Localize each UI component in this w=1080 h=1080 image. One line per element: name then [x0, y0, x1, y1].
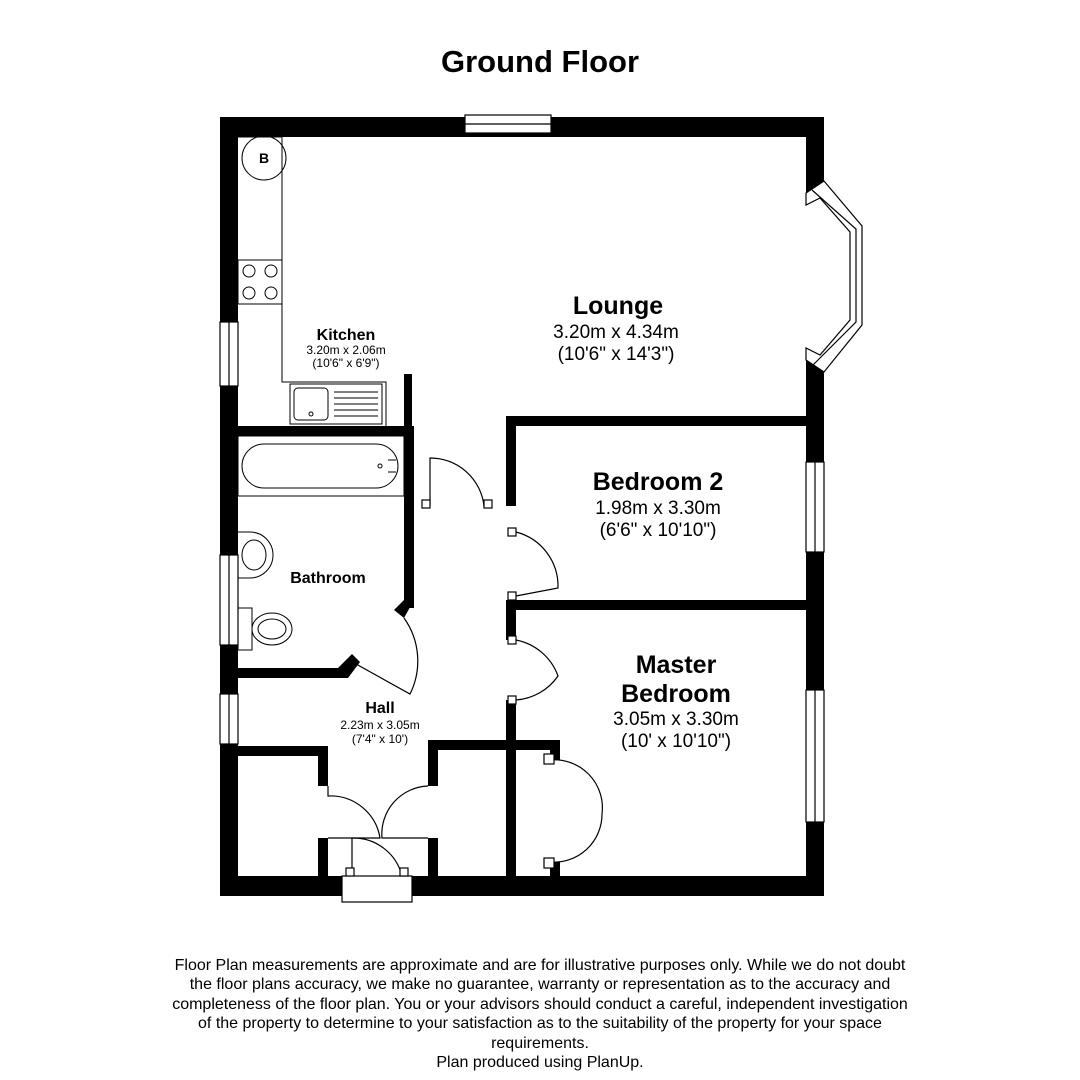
- toilet-cistern: [238, 608, 252, 650]
- wall-bottom: [220, 876, 824, 896]
- outer-walls: [220, 117, 824, 896]
- lounge-imperial: (10'6" x 14'3"): [557, 344, 675, 365]
- windows: [220, 115, 824, 902]
- kitchen-worktop: [238, 137, 386, 426]
- wall-left: [220, 117, 238, 896]
- wall-kitchen-bath: [238, 426, 414, 436]
- wall-lounge-bed2: [506, 416, 824, 426]
- bathroom-fittings: [238, 436, 404, 650]
- bedroom2-metric: 1.98m x 3.30m: [595, 498, 721, 519]
- bay-window: [806, 181, 862, 372]
- lounge-metric: 3.20m x 4.34m: [553, 322, 679, 343]
- wall-cupboard1-top: [238, 746, 328, 756]
- door-lounge: [430, 458, 484, 506]
- plan-credit: Plan produced using PlanUp.: [436, 1054, 644, 1072]
- room-labels: [290, 292, 739, 752]
- door-front: [352, 838, 402, 876]
- wall-cupboard1-right: [318, 746, 328, 786]
- basin: [238, 532, 273, 578]
- disclaimer-text: Floor Plan measurements are approximate and are for illustrative purposes only. While we do not doubt the floor plans accuracy, we make no guarantee, warranty or representation as to the accuracy and completeness of the floor plan. You or your advisors should conduct a careful, independent investigation of the property to determine to your satisfaction as to the suitability of the property for your space requirements.: [172, 957, 908, 1052]
- door-cupboard1: [328, 786, 380, 838]
- master-metric: 3.05m x 3.30m: [613, 709, 739, 730]
- door-bathroom: [356, 618, 418, 694]
- lounge-name: Lounge: [572, 292, 664, 320]
- door-cupboard3: [550, 760, 602, 862]
- wall-cupboard2-left-lower: [428, 838, 438, 886]
- wall-kitchen-divider: [404, 374, 412, 426]
- plan-title: Ground Floor: [440, 44, 640, 79]
- wall-bed2-master: [506, 600, 824, 610]
- bathtub: [238, 436, 404, 496]
- wall-master-left-upper: [506, 600, 516, 640]
- wall-bath-right-lower: [404, 506, 414, 608]
- hall-imperial: (7'4" x 10'): [351, 732, 409, 746]
- wall-right-upper: [806, 117, 824, 193]
- door-bedroom2: [516, 532, 558, 596]
- bedroom2-imperial: (6'6" x 10'10"): [599, 520, 717, 541]
- wall-master-left-lower: [506, 700, 516, 896]
- master-name-line1: Master: [635, 651, 717, 679]
- door-cupboard2: [382, 786, 428, 838]
- kitchen-fittings: [238, 136, 386, 426]
- internal-walls: [238, 374, 824, 896]
- doors: [328, 458, 602, 876]
- master-name-line2: Bedroom: [621, 680, 731, 708]
- wall-bed2-left-upper: [506, 416, 516, 506]
- door-master: [516, 640, 558, 700]
- hall-metric: 2.23m x 3.05m: [340, 718, 420, 732]
- front-door-step: [342, 876, 412, 902]
- kitchen-name: Kitchen: [316, 327, 376, 344]
- wall-cupboard2-left: [428, 740, 438, 786]
- hall-name: Hall: [365, 700, 395, 717]
- boiler-label: B: [258, 150, 270, 166]
- wall-bath-bottom: [238, 668, 348, 678]
- disclaimer: [170, 956, 910, 1072]
- wall-cupboard2-top: [428, 740, 516, 750]
- wall-bath-corner: [394, 600, 414, 618]
- bathroom-name: Bathroom: [290, 570, 366, 587]
- wall-bath-right-upper: [404, 426, 414, 506]
- wall-cupboard1-right-lower: [318, 838, 328, 886]
- kitchen-metric: 3.20m x 2.06m: [306, 343, 386, 357]
- kitchen-imperial: (10'6" x 6'9"): [312, 356, 380, 370]
- master-imperial: (10' x 10'10"): [620, 731, 732, 752]
- bedroom2-name: Bedroom 2: [592, 468, 724, 496]
